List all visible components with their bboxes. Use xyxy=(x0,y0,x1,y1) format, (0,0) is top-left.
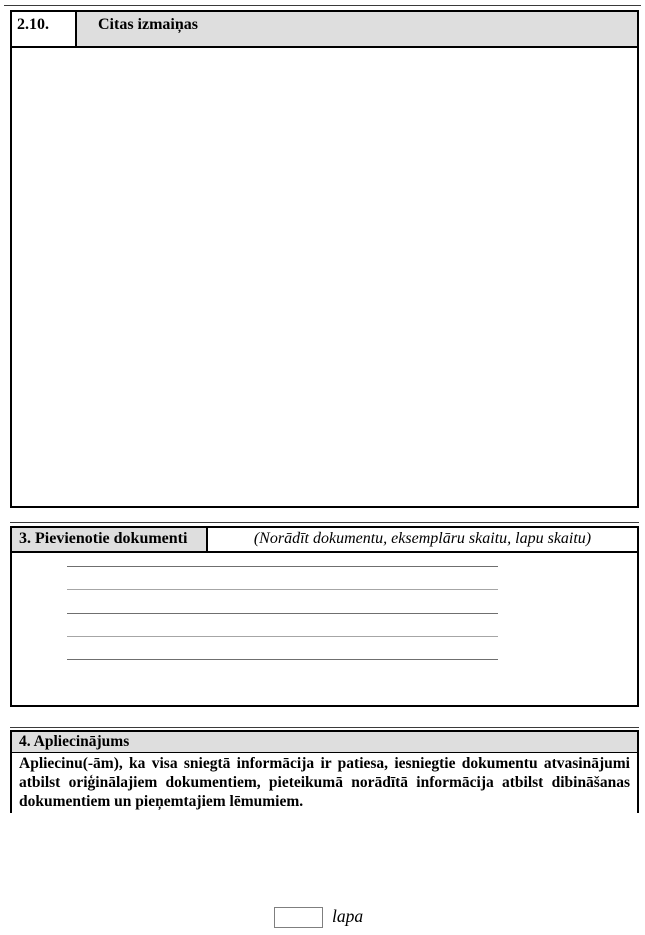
section-4-table xyxy=(10,730,639,813)
section-4-title: 4. Apliecinājums xyxy=(12,732,637,753)
section-4-top-rule xyxy=(10,727,639,728)
ruled-line[interactable] xyxy=(67,636,498,637)
section-3-header xyxy=(12,528,637,553)
section-3-top-rule xyxy=(10,522,639,523)
section-2-10-number: 2.10. xyxy=(12,12,77,46)
section-2-10-content-area[interactable] xyxy=(12,48,637,506)
ruled-line[interactable] xyxy=(67,589,498,590)
section-3-table xyxy=(10,526,639,707)
section-2-10-table xyxy=(10,10,639,508)
section-3-title: 3. Pievienotie dokumenti xyxy=(12,528,208,551)
top-divider-rule xyxy=(4,5,641,6)
section-3-entry-area[interactable] xyxy=(12,553,637,703)
section-2-10-header xyxy=(12,12,637,48)
page-number-label: lapa xyxy=(332,906,364,926)
section-2-10-title: Citas izmaiņas xyxy=(77,12,637,46)
page-number-field[interactable] xyxy=(274,907,323,928)
ruled-line[interactable] xyxy=(67,659,498,660)
section-3-hint: (Norādīt dokumentu, eksemplāru skaitu, lapu skaitu) xyxy=(208,528,637,551)
ruled-line[interactable] xyxy=(67,613,498,614)
ruled-line[interactable] xyxy=(67,566,498,567)
section-4-statement: Apliecinu(-ām), ka visa sniegtā informācija ir patiesa, iesniegtie dokumentu atvasinājumi atbilst oriģinālajiem dokumentiem, pieteikumā norādītā informācija atbilst dibināšanas dokumentiem un pieņemtajiem lēmumiem. xyxy=(12,753,637,813)
